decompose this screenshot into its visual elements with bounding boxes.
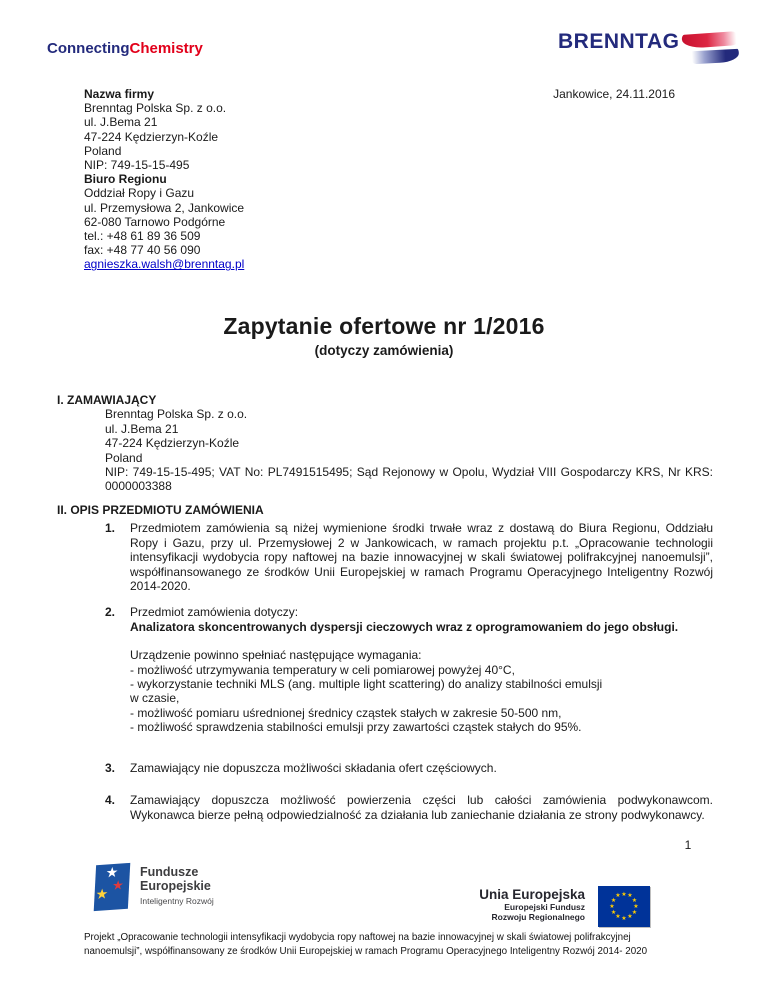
star-icon: ★ xyxy=(615,893,621,900)
section2-heading: II. OPIS PRZEDMIOTU ZAMÓWIENIA xyxy=(57,503,264,517)
requirement-line: - możliwość utrzymywania temperatury w celi pomiarowej powyżej 40°C, xyxy=(130,662,515,677)
date-line: Jankowice, 24.11.2016 xyxy=(553,87,675,101)
list-item-2-intro: Przedmiot zamówienia dotyczy: xyxy=(130,605,299,620)
fe-logo-line1: Fundusze xyxy=(140,865,199,879)
section1-content xyxy=(105,407,713,493)
requirement-line: w czasie, xyxy=(130,691,180,706)
section-zamawiajacy xyxy=(57,393,713,494)
list-item-2 xyxy=(57,605,713,734)
requirement-line: - możliwość sprawdzenia stabilności emulsji przy zawartości cząstek stałych do 95%. xyxy=(130,720,582,735)
sender-office-label: Biuro Regionu xyxy=(84,172,167,187)
title-block xyxy=(0,313,768,358)
swoosh-blue-band xyxy=(691,49,740,64)
connecting-chemistry-logo-part2: Chemistry xyxy=(129,40,203,57)
star-icon: ★ xyxy=(621,891,627,898)
sender-line: fax: +48 77 40 56 090 xyxy=(84,243,201,258)
buyer-line: 47-224 Kędzierzyn-Koźle xyxy=(105,436,240,451)
star-icon: ★ xyxy=(627,893,633,900)
eu-logo-line3: Rozwoju Regionalnego xyxy=(491,912,585,922)
sender-line: NIP: 749-15-15-495 xyxy=(84,158,190,173)
section1-heading: I. ZAMAWIAJĄCY xyxy=(57,393,157,407)
buyer-registration: NIP: 749-15-15-495; VAT No: PL7491515495; Sąd Rejonowy w Opolu, Wydział VIII Gospodarczy KRS, Nr KRS: 0000003388 xyxy=(105,465,713,494)
fe-logo-line3: Inteligentny Rozwój xyxy=(140,896,214,906)
brenntag-swoosh-icon xyxy=(682,31,740,73)
connecting-chemistry-logo-part1: Connecting xyxy=(47,40,130,57)
page-subtitle: (dotyczy zamówienia) xyxy=(314,343,454,358)
list-item-3-text: Zamawiający nie dopuszcza możliwości składania ofert częściowych. xyxy=(130,760,497,775)
project-footer-line1: Projekt „Opracowanie technologii intensyfikacji wydobycia ropy naftowej na bazie innowacyjnej w skali światowej polifrakcyjnej xyxy=(84,932,631,943)
star-icon: ★ xyxy=(610,897,617,904)
sender-label: Nazwa firmy xyxy=(84,87,155,101)
star-icon: ★ xyxy=(111,877,125,893)
unia-europejska-logo xyxy=(0,884,768,934)
requirement-line: - wykorzystanie techniki MLS (ang. multiple light scattering) do analizy stabilności emulsji xyxy=(130,677,603,692)
star-icon: ★ xyxy=(627,913,633,920)
eu-flag-icon xyxy=(598,886,650,927)
star-icon: ★ xyxy=(610,909,617,916)
brenntag-wordmark: BRENNTAG xyxy=(558,30,680,53)
fe-logo-line2: Europejskie xyxy=(140,878,211,893)
buyer-line: ul. J.Bema 21 xyxy=(105,421,179,436)
list-item-2-number: 2. xyxy=(105,605,116,620)
star-icon: ★ xyxy=(631,909,638,916)
sender-line: Brenntag Polska Sp. z o.o. xyxy=(84,101,227,116)
list-item-4 xyxy=(57,793,713,822)
brenntag-logo xyxy=(558,31,740,73)
sender-line: 47-224 Kędzierzyn-Koźle xyxy=(84,129,219,144)
requirement-line: - możliwość pomiaru uśrednionej średnicy cząstek stałych w zakresie 50-500 nm, xyxy=(130,705,562,720)
requirements-intro: Urządzenie powinno spełniać następujące wymagania: xyxy=(130,648,422,663)
star-icon: ★ xyxy=(633,903,639,910)
star-icon: ★ xyxy=(609,903,615,910)
list-item-4-text: Zamawiający dopuszcza możliwość powierzenia części lub całości zamówienia podwykonawcom. Wykonawca bierze pełną odpowiedzialność za działania lub zaniechanie działania ze strony podwykonawcy. xyxy=(130,793,713,822)
page-number: 1 xyxy=(684,838,692,852)
page-title: Zapytanie ofertowe nr 1/2016 xyxy=(223,313,545,339)
sender-line: ul. J.Bema 21 xyxy=(84,115,158,130)
eu-logo-line2: Europejski Fundusz xyxy=(504,902,585,912)
eu-logo-text xyxy=(385,887,585,922)
sender-email-link[interactable]: agnieszka.walsh@brenntag.pl xyxy=(84,257,245,272)
eu-logo-line1: Unia Europejska xyxy=(479,887,585,902)
sender-line: Oddział Ropy i Gazu xyxy=(84,186,195,201)
list-item-1-number: 1. xyxy=(105,521,116,536)
star-icon: ★ xyxy=(95,885,109,903)
sender-line: Poland xyxy=(84,143,122,158)
star-icon: ★ xyxy=(631,897,638,904)
star-icon: ★ xyxy=(105,863,119,881)
sender-line: 62-080 Tarnowo Podgórne xyxy=(84,214,226,229)
list-item-2-subject: Analizatora skoncentrowanych dyspersji cieczowych wraz z oprogramowaniem do jego obsługi. xyxy=(130,619,679,634)
project-footer-line2: nanoemulsji”, współfinansowany ze środków Unii Europejskiej w ramach Programu Operacyjnego Inteligentny Rozwój 2014- 2020 xyxy=(84,945,648,957)
buyer-line: Brenntag Polska Sp. z o.o. xyxy=(105,407,248,422)
list-item-4-number: 4. xyxy=(105,793,116,808)
project-footer-text xyxy=(84,931,704,958)
list-item-3-number: 3. xyxy=(105,760,116,775)
buyer-line: Poland xyxy=(105,450,143,465)
sender-line: tel.: +48 61 89 36 509 xyxy=(84,229,201,244)
list-item-1-text: Przedmiotem zamówienia są niżej wymienione środki trwałe wraz z dostawą do Biura Regionu, Oddziału Ropy i Gazu, przy ul. Przemysłowej 2 w Jankowicach, w ramach projektu p.t. „Opracowanie technologii intensyfikacji wydobycia ropy naftowej na bazie innowacyjnej w skali światowej polifrakcyjnej nanoemulsji”, współfinansowanego ze środków Unii Europejskiej w ramach Programu Operacyjnego Inteligentny Rozwój 2014-2020. xyxy=(130,521,713,594)
section-opis-przedmiotu xyxy=(57,503,713,822)
sender-address-block xyxy=(84,87,244,272)
connecting-chemistry-logo xyxy=(47,40,203,57)
swoosh-red-band xyxy=(682,31,739,49)
list-item-1 xyxy=(57,521,713,593)
star-icon: ★ xyxy=(621,915,627,922)
sender-line: ul. Przemysłowa 2, Jankowice xyxy=(84,200,245,215)
list-item-3 xyxy=(57,761,713,775)
star-icon: ★ xyxy=(615,913,621,920)
